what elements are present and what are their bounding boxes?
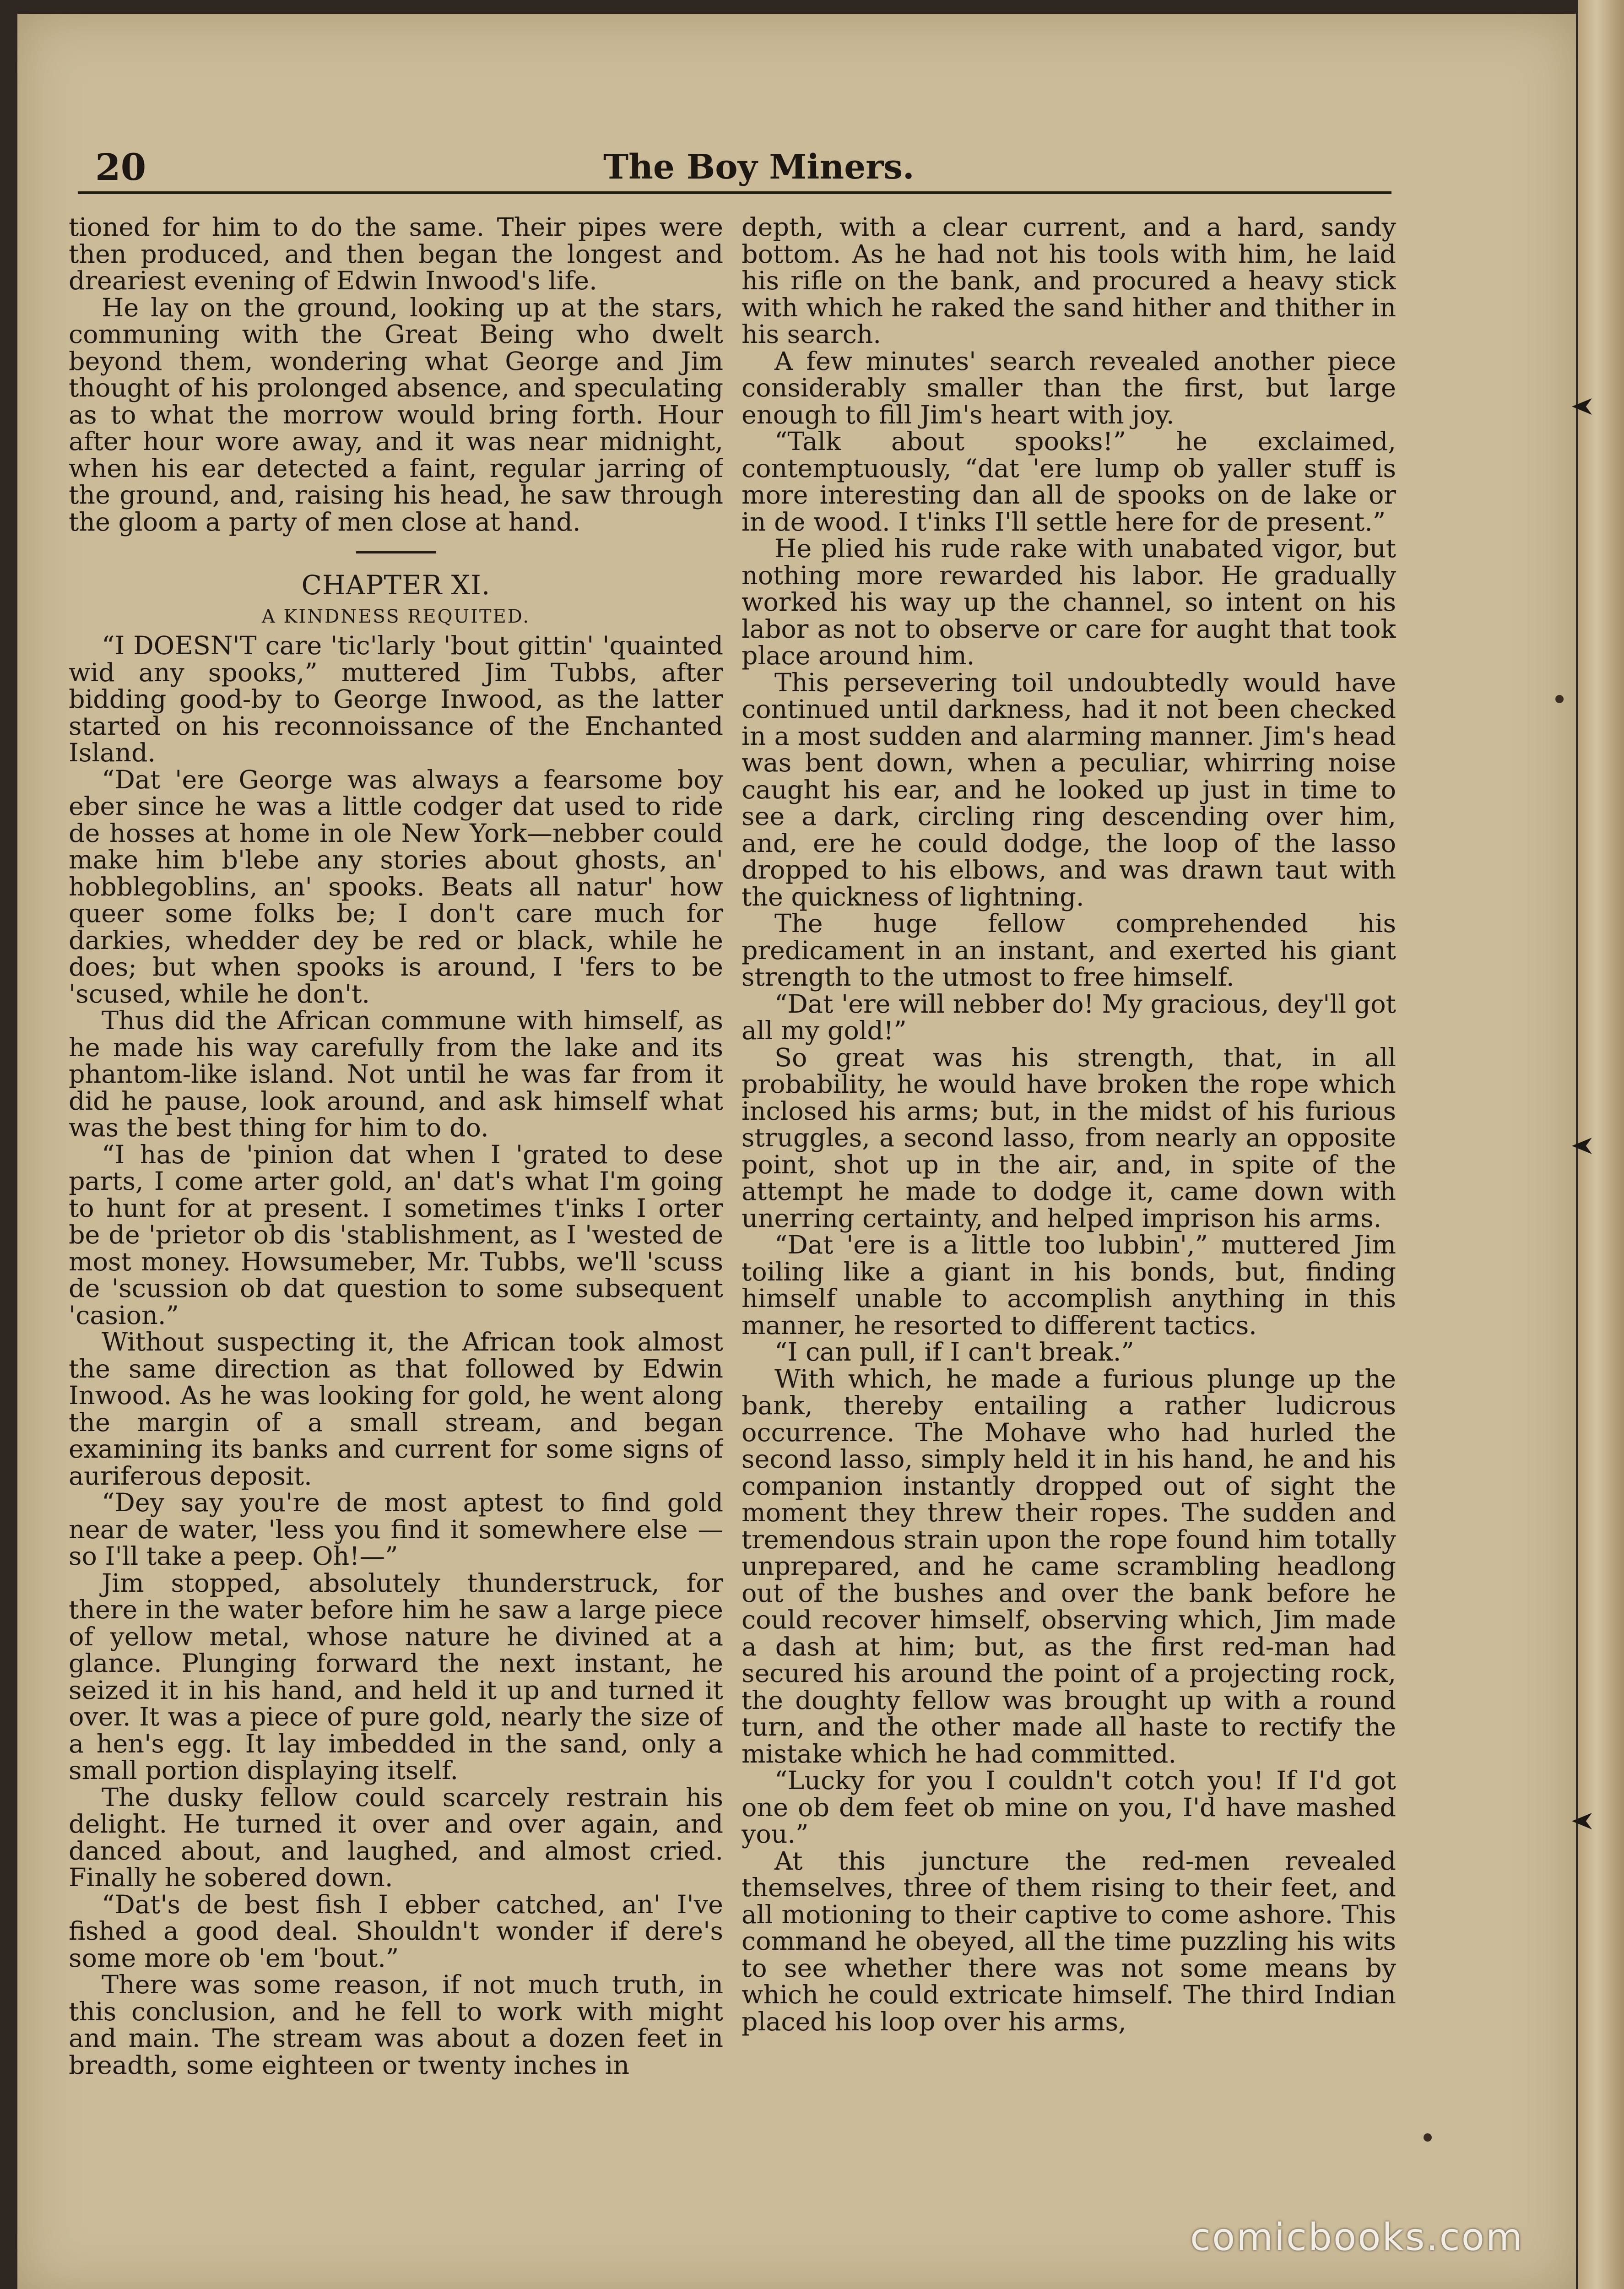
paragraph: So great was his strength, that, in all probability, he would have broken the rope which inclosed his arms; but, in the midst of his furious struggles, a second lasso, from nearly an opposite point, shot up in the air, and, in spite of the attempt he made to dodge it, came down with unerring certainty, and helped imprison his arms. — [742, 1042, 1396, 1233]
left-column — [69, 214, 723, 2155]
paragraph: Thus did the African commune with himself, as he made his way carefully from the lake and its phantom-like island. Not until he was far from it did he pause, look around, and ask himself what was the best thing for him to do. — [69, 1006, 723, 1143]
page-edge — [1578, 0, 1624, 2289]
paragraph: The huge fellow comprehended his predicament in an instant, and exerted his giant strength to the utmost to free himself. — [742, 909, 1396, 992]
paragraph: There was some reason, if not much truth, in this conclusion, and he fell to work with might and main. The stream was about a dozen feet in breadth, some eighteen or twenty inches in — [69, 1970, 723, 2080]
paragraph: At this juncture the red-men revealed themselves, three of them rising to their feet, and all motioning to their captive to come ashore. This command he obeyed, all the time puzzling his wits to see whether there was not some means by which he could extricate himself. The third Indian placed his loop over his arms, — [742, 1846, 1396, 2037]
paragraph: A few minutes' search revealed another piece considerably smaller than the first, but large enough to fill Jim's heart with joy. — [742, 346, 1396, 430]
section-divider — [356, 551, 436, 553]
paragraph: He lay on the ground, looking up at the stars, communing with the Great Being who dwelt beyond them, wondering what George and Jim thought of his prolonged absence, and speculating as to what the morrow would bring forth. Hour after hour wore away, and it was near midnight, when his ear detected a faint, regular jarring of the ground, and, raising his head, he saw through the gloom a party of men close at hand. — [69, 293, 723, 537]
paragraph: depth, with a clear current, and a hard, sandy bottom. As he had not his tools with him, he laid his rifle on the bank, and procured a heavy stick with which he raked the sand hither and thither in his search. — [742, 214, 1396, 349]
page-number: 20 — [95, 146, 146, 189]
header-rule — [78, 191, 1391, 194]
paper-speck — [1555, 695, 1564, 703]
watermark: comicbooks.com — [1190, 2216, 1524, 2259]
paragraph: “Dat 'ere is a little too lubbin',” muttered Jim toiling like a giant in his bonds, but, finding himself unable to accomplish anything in this manner, he resorted to different tactics. — [742, 1230, 1396, 1340]
paragraph: Jim stopped, absolutely thunderstruck, for there in the water before him he saw a large piece of yellow metal, whose nature he divined at a glance. Plunging forward the next instant, he seized it in his hand, and held it up and turned it over. It was a piece of pure gold, nearly the size of a hen's egg. It lay imbedded in the sand, only a small portion displaying itself. — [69, 1568, 723, 1785]
paragraph: “Dat 'ere will nebber do! My gracious, dey'll got all my gold!” — [742, 989, 1396, 1046]
paragraph: “I DOESN'T care 'tic'larly 'bout gittin' 'quainted wid any spooks,” muttered Jim Tubbs, after bidding good-by to George Inwood, as the latter started on his reconnoissance of the Enchanted Island. — [69, 631, 723, 768]
paper-speck — [1424, 2133, 1432, 2142]
paragraph: “Dat 'ere George was always a fearsome boy eber since he was a little codger dat used to ride de hosses at home in ole New York—nebber could make him b'lebe any stories about ghosts, an' hobblegoblins, an' spooks. Beats all natur' how queer some folks be; I don't care much for darkies, whedder dey be red or black, while he does; but when spooks is around, I 'fers to be 'scused, while he don't. — [69, 765, 723, 1009]
paragraph: “Dey say you're de most aptest to find gold near de water, 'less you find it somewhere else —so I'll take a peep. Oh!—” — [69, 1488, 723, 1571]
running-header — [77, 137, 1404, 197]
paragraph: “I can pull, if I can't break.” — [774, 1337, 1134, 1367]
paragraph: “I has de 'pinion dat when I 'grated to dese parts, I come arter gold, an' dat's what I'm going to hunt for at present. I sometimes t'inks I orter be de 'prietor ob dis 'stablishment, as I 'wested de most money. Howsumeber, Mr. Tubbs, we'll 'scuss de 'scussion ob dat question to some subsequent 'casion.” — [69, 1139, 723, 1330]
paragraph: He plied his rude rake with unabated vigor, but nothing more rewarded his labor. He gradually worked his way up the channel, so intent on his labor as not to observe or care for aught that took place around him. — [742, 534, 1396, 671]
paragraph: The dusky fellow could scarcely restrain his delight. He turned it over and over again, and danced about, and laughed, and almost cried. Finally he sobered down. — [69, 1782, 723, 1893]
paragraph: tioned for him to do the same. Their pipes were then produced, and then began the longest and dreariest evening of Edwin Inwood's life. — [69, 214, 723, 296]
chapter-subtitle: A KINDNESS REQUITED. — [261, 606, 531, 627]
paragraph: “Talk about spooks!” he exclaimed, contemptuously, “dat 'ere lump ob yaller stuff is more interesting dan all de spooks on de lake or in de wood. I t'inks I'll settle here for de present.” — [742, 427, 1396, 537]
chapter-title: CHAPTER XI. — [301, 570, 491, 601]
running-title: The Boy Miners. — [603, 147, 915, 187]
paragraph: “Lucky for you I couldn't cotch you! If I'd got one ob dem feet ob mine on you, I'd have mashed you.” — [742, 1766, 1396, 1849]
paragraph: This persevering toil undoubtedly would have continued until darkness, had it not been checked in a most sudden and alarming manner. Jim's head was bent down, when a peculiar, whirring noise caught his ear, and he looked up just in time to see a dark, circling ring descending over him, and, ere he could dodge, the loop of the lasso dropped to his elbows, and was drawn taut with the quickness of lightning. — [742, 667, 1396, 912]
paragraph: Without suspecting it, the African took almost the same direction as that followed by Edwin Inwood. As he was looking for gold, he went along the margin of a small stream, and began examining its banks and current for some signs of auriferous deposit. — [69, 1327, 723, 1491]
right-column — [742, 214, 1396, 2155]
paragraph: “Dat's de best fish I ebber catched, an' I've fished a good deal. Shouldn't wonder if dere's some more ob 'em 'bout.” — [69, 1889, 723, 1973]
paragraph: With which, he made a furious plunge up the bank, thereby entailing a rather ludicrous occurrence. The Mohave who had hurled the second lasso, simply held it in his hand, he and his companion instantly dropped out of sight the moment they threw their ropes. The sudden and tremendous strain upon the rope found him totally unprepared, and he came scrambling headlong out of the bushes and over the bank before he could recover himself, observing which, Jim made a dash at him; but, as the first red-man had secured his around the point of a projecting rock, the doughty fellow was brought up with a round turn, and the other made all haste to rectify the mistake which he had committed. — [742, 1364, 1396, 1769]
